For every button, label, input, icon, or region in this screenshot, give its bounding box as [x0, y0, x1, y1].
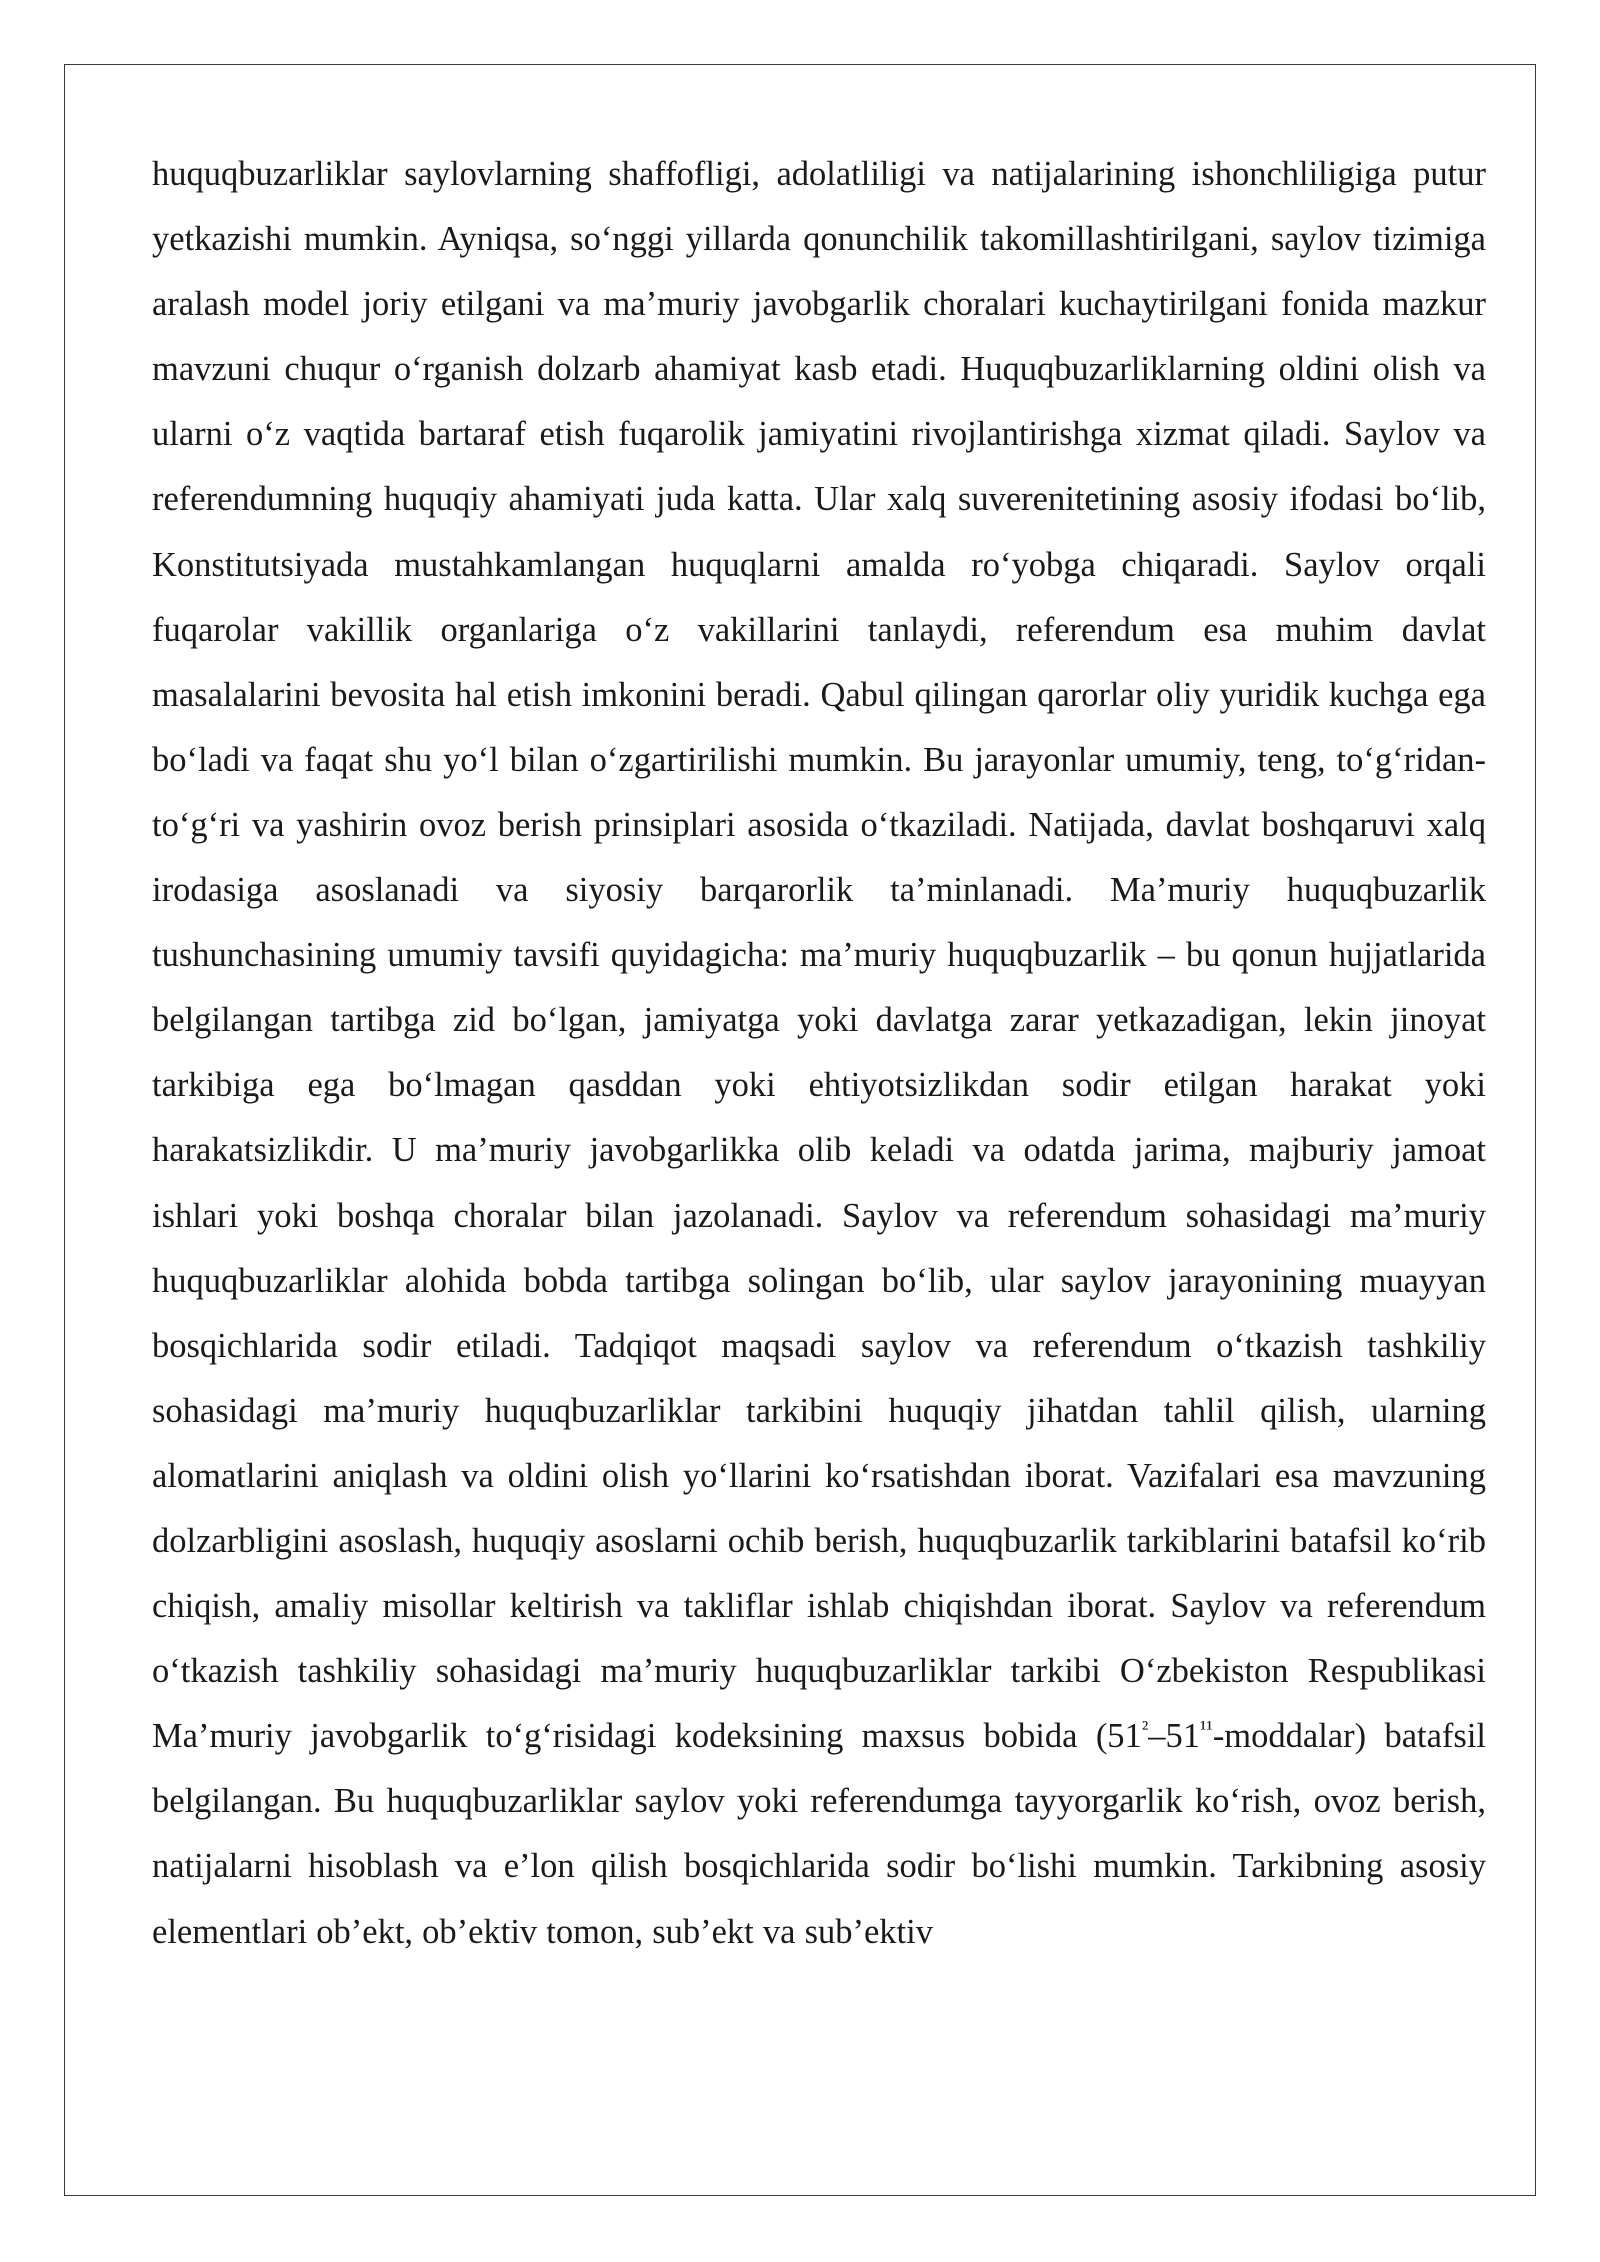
superscript-article-start: ²: [1141, 1716, 1149, 1741]
superscript-article-end: ¹¹: [1199, 1716, 1213, 1741]
paragraph-text: huquqbuzarliklar saylovlarning shaffofligi, adolatliligi va natijalarining ishonchliligiga putur yetkazishi mumkin. Ayniqsa, so‘nggi yillarda qonunchilik takomillashtirilgani, saylov tizimiga aralash model joriy etilgani va ma’muriy javobgarlik choralari kuchaytirilgani fonida mazkur mavzuni chuqur o‘rganish dolzarb ahamiyat kasb etadi. Huquqbuzarliklarning oldini olish va ularni o‘z vaqtida bartaraf etish fuqarolik jamiyatini rivojlantirishga xizmat qiladi. Saylov va referendumning huquqiy ahamiyati juda katta. Ular xalq suverenitetining asosiy ifodasi bo‘lib, Konstitutsiyada mustahkamlangan huquqlarni amalda ro‘yobga chiqaradi. Saylov orqali fuqarolar vakillik organlariga o‘z vakillarini tanlaydi, referendum esa muhim davlat masalalarini bevosita hal etish imkonini beradi. Qabul qilingan qarorlar oliy yuridik kuchga ega bo‘ladi va faqat shu yo‘l bilan o‘zgartirilishi mumkin. Bu jarayonlar umumiy, teng, to‘g‘ridan-to‘g‘ri va yashirin ovoz berish prinsiplari asosida o‘tkaziladi. Natijada, davlat boshqaruvi xalq irodasiga asoslanadi va siyosiy barqarorlik ta’minlanadi. Ma’muriy huquqbuzarlik tushunchasining umumiy tavsifi quyidagicha: ma’muriy huquqbuzarlik – bu qonun hujjatlarida belgilangan tartibga zid bo‘lgan, jamiyatga yoki davlatga zarar yetkazadigan, lekin jinoyat tarkibiga ega bo‘lmagan qasddan yoki ehtiyotsizlikdan sodir etilgan harakat yoki harakatsizlikdir. U ma’muriy javobgarlikka olib keladi va odatda jarima, majburiy jamoat ishlari yoki boshqa choralar bilan jazolanadi. Saylov va referendum sohasidagi ma’muriy huquqbuzarliklar alohida bobda tartibga solingan bo‘lib, ular saylov jarayonining muayyan bosqichlarida sodir etiladi. Tadqiqot maqsadi saylov va referendum o‘tkazish tashkiliy sohasidagi ma’muriy huquqbuzarliklar tarkibini huquqiy jihatdan tahlil qilish, ularning alomatlarini aniqlash va oldini olish yo‘llarini ko‘rsatishdan iborat. Vazifalari esa mavzuning dolzarbligini asoslash, huquqiy asoslarni ochib berish, huquqbuzarlik tarkiblarini batafsil ko‘rib chiqish, amaliy misollar keltirish va takliflar ishlab chiqishdan iborat. Saylov va referendum o‘tkazish tashkiliy sohasidagi ma’muriy huquqbuzarliklar tarkibi O‘zbekiston Respublikasi Ma’muriy javobgarlik to‘g‘risidagi kodeksining maxsus bobida (51: [152, 155, 1486, 1756]
paragraph-text-continued: -moddalar) batafsil belgilangan. Bu huquqbuzarliklar saylov yoki referendumga tayyorgarlik ko‘rish, ovoz berish, natijalarni hisoblash va e’lon qilish bosqichlarida sodir bo‘lishi mumkin. Tarkibning asosiy elementlari ob’ekt, ob’ektiv tomon, sub’ekt va sub’ektiv: [152, 1717, 1486, 1951]
paragraph-text-range: –51: [1148, 1717, 1200, 1756]
body-paragraph: [152, 142, 1486, 1965]
